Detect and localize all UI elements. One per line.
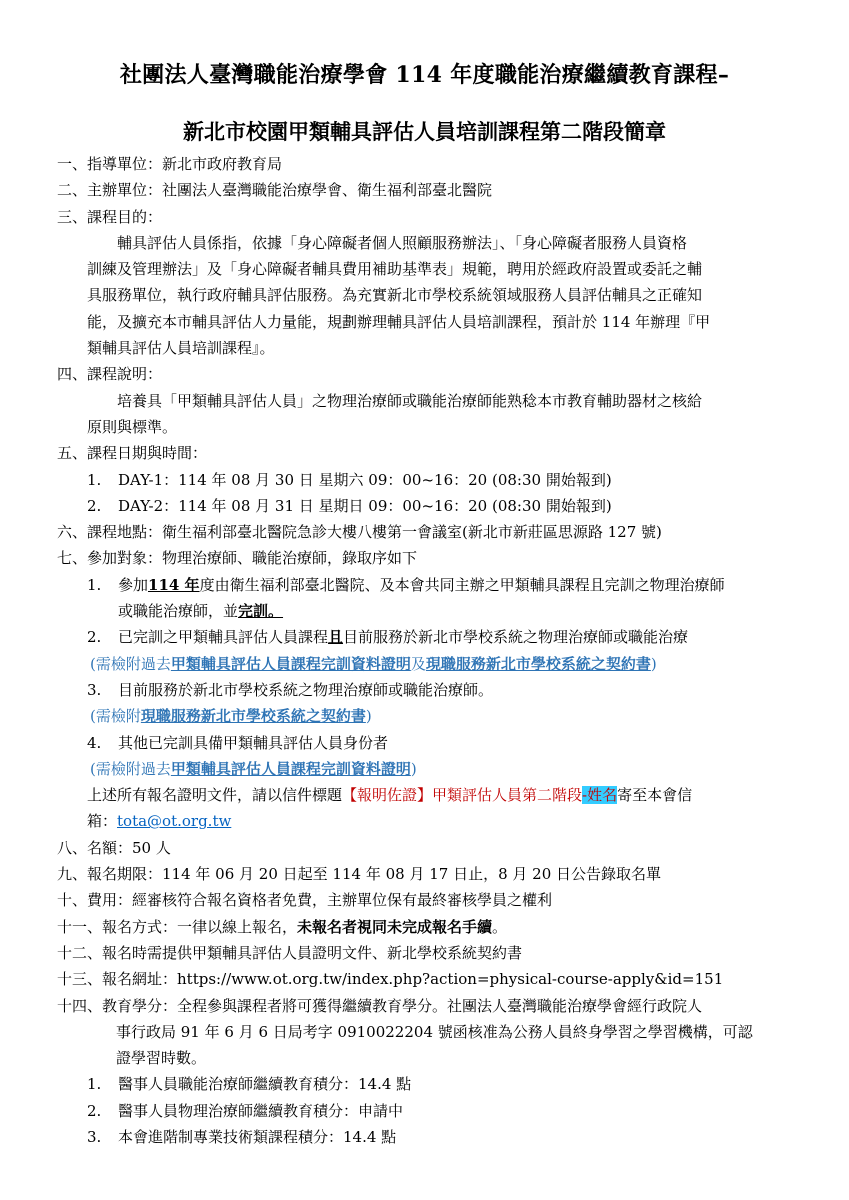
email-address-line	[57, 808, 797, 834]
item-year-emphasis: 114 年	[148, 575, 200, 594]
item-number: 1.	[87, 575, 102, 594]
section-label: 一、指導單位：	[57, 155, 163, 173]
participant-item-3	[57, 677, 797, 703]
item-number: 2.	[87, 1101, 102, 1120]
participant-item-3-note	[57, 703, 797, 729]
credit-item	[57, 1071, 797, 1097]
note-document-link: 甲類輔具評估人員課程完訓資料證明	[170, 759, 411, 778]
section-organizer	[57, 177, 797, 203]
note-text: (需檢附過去	[90, 759, 171, 778]
item-text: 醫事人員職能治療師繼續教育積分：14.4 點	[118, 1075, 412, 1094]
purpose-line: 類輔具評估人員培訓課程』。	[87, 339, 275, 358]
section-registration-period	[57, 861, 797, 887]
credit-item	[57, 1124, 797, 1150]
item-number: 4.	[87, 733, 102, 752]
item-emphasis: 完訓。	[238, 602, 284, 621]
item-number: 1.	[87, 1075, 102, 1094]
purpose-line: 訓練及管理辦法」及「身心障礙者輔具費用補助基準表」規範，聘用於經政府設置或委託之輔	[87, 260, 703, 279]
participant-item-1-cont	[57, 598, 797, 624]
section-text: 物理治療師、職能治療師，錄取序如下	[162, 549, 418, 568]
section-label: 十、費用：	[57, 891, 133, 910]
description-line: 原則與標準。	[87, 417, 178, 436]
description-line: 培養具「甲類輔具評估人員」之物理治療師或職能治療師能熟稔本市教育輔助器材之核給	[117, 391, 703, 410]
participant-item-1	[57, 572, 797, 598]
note-text: 及	[410, 654, 426, 673]
email-subject-format: 【報明佐證】甲類評估人員第二階段	[342, 786, 583, 805]
section-text: 114 年 06 月 20 日起至 114 年 08 月 17 日止，8 月 20 日公告錄取名單	[162, 865, 662, 884]
instruction-text: 箱：	[87, 812, 118, 831]
section-label: 九、報名期限：	[57, 865, 163, 884]
email-subject-name-highlight: -姓名	[582, 786, 618, 805]
section-description-label: 四、課程說明：	[57, 365, 163, 384]
section-text: 。	[492, 917, 508, 936]
email-link[interactable]: tota@ot.org.tw	[117, 812, 232, 831]
section-text: 全程參與課程者將可獲得繼續教育學分。社團法人臺灣職能治療學會經行政院人	[177, 996, 703, 1015]
item-number: 3.	[87, 1127, 102, 1146]
section-label: 二、主辦單位：	[57, 181, 163, 200]
item-text: DAY-1：114 年 08 月 30 日 星期六 09：00~16：20 (08:30 開始報到)	[118, 470, 612, 489]
item-text: 或職能治療師，並	[118, 602, 239, 621]
document-body	[57, 151, 797, 1150]
credits-line: 事行政局 91 年 6 月 6 日局考字 0910022204 號函核准為公務人員終身學習之學習機構，可認	[116, 1022, 753, 1041]
section-schedule-label: 五、課程日期與時間：	[57, 444, 208, 463]
note-document-link: 甲類輔具評估人員課程完訓資料證明	[170, 654, 411, 673]
section-registration-method	[57, 914, 797, 940]
section-text: 社團法人臺灣職能治療學會、衛生福利部臺北醫院	[162, 181, 493, 200]
document-subtitle: 新北市校園甲類輔具評估人員培訓課程第二階段簡章	[183, 119, 666, 144]
schedule-item	[57, 493, 797, 519]
participant-item-4	[57, 730, 797, 756]
note-text: (需檢附過去	[90, 654, 171, 673]
note-document-link: 現職服務新北市學校系統之契約書	[425, 654, 651, 673]
item-number: 3.	[87, 680, 102, 699]
section-label: 七、參加對象：	[57, 549, 163, 568]
participant-item-2	[57, 624, 797, 650]
instruction-text: 上述所有報名證明文件，請以信件標題	[87, 786, 343, 805]
section-text: 經審核符合報名資格者免費，主辦單位保有最終審核學員之權利	[132, 891, 553, 910]
item-text: 醫事人員物理治療師繼續教育積分：申請中	[118, 1101, 404, 1120]
item-text: 本會進階制專業技術類課程積分：14.4 點	[118, 1127, 397, 1146]
item-number: 2.	[87, 496, 102, 515]
section-required-documents	[57, 940, 797, 966]
section-text: 新北市政府教育局	[162, 155, 283, 173]
document-title: 社團法人臺灣職能治療學會 114 年度職能治療繼續教育課程–	[119, 62, 730, 88]
note-text: )	[365, 707, 372, 726]
section-text: 一律以線上報名，	[177, 917, 298, 936]
section-bold-text: 未報名者視同未完成報名手續	[297, 917, 493, 936]
section-fee	[57, 887, 797, 913]
credits-line: 證學習時數。	[116, 1049, 207, 1068]
email-instructions	[57, 782, 797, 808]
item-number: 1.	[87, 470, 102, 489]
note-document-link: 現職服務新北市學校系統之契約書	[140, 707, 366, 726]
item-text: 其他已完訓具備甲類輔具評估人員身份者	[118, 733, 389, 752]
note-text: )	[650, 654, 657, 673]
participant-item-2-note	[57, 651, 797, 677]
section-label: 十四、教育學分：	[57, 996, 178, 1015]
schedule-item	[57, 467, 797, 493]
section-label: 六、課程地點：	[57, 523, 163, 542]
section-credits	[57, 993, 797, 1019]
section-label: 十一、報名方式：	[57, 917, 178, 936]
section-registration-url	[57, 966, 797, 992]
section-label: 十二、報名時需提供	[57, 943, 193, 962]
section-quota	[57, 835, 797, 861]
item-text: 度由衛生福利部臺北醫院、及本會共同主辦之甲類輔具課程且完訓之物理治療師	[199, 575, 725, 594]
section-guidance-unit	[57, 151, 797, 177]
item-text: 參加	[118, 575, 149, 594]
purpose-line: 輔具評估人員係指，依據「身心障礙者個人照顧服務辦法」、「身心障礙者服務人員資格	[117, 233, 688, 252]
note-text: )	[410, 759, 417, 778]
instruction-text: 寄至本會信	[617, 786, 693, 805]
item-text: 目前服務於新北市學校系統之物理治療師或職能治療師。	[118, 680, 494, 699]
section-purpose-label: 三、課程目的：	[57, 207, 163, 226]
item-text: 目前服務於新北市學校系統之物理治療師或職能治療	[343, 628, 689, 647]
section-label: 十三、報名網址：	[57, 970, 178, 989]
item-text: 已完訓之甲類輔具評估人員課程	[118, 628, 329, 647]
item-emphasis: 且	[328, 628, 344, 647]
note-text: (需檢附	[90, 707, 141, 726]
registration-url[interactable]: https://www.ot.org.tw/index.php?action=physical-course-apply&id=151	[177, 970, 724, 989]
participant-item-4-note	[57, 756, 797, 782]
section-text: 50 人	[132, 838, 171, 857]
section-participants	[57, 545, 797, 571]
item-text: DAY-2：114 年 08 月 31 日 星期日 09：00~16：20 (08:30 開始報到)	[118, 496, 612, 515]
section-text: 甲類輔具評估人員證明文件、新北學校系統契約書	[192, 943, 523, 962]
credit-item	[57, 1098, 797, 1124]
purpose-line: 能，及擴充本市輔具評估人力量能，規劃辦理輔具評估人員培訓課程，預計於 114 年辦理『甲	[87, 312, 711, 331]
section-label: 八、名額：	[57, 838, 133, 857]
section-location	[57, 519, 797, 545]
purpose-line: 具服務單位，執行政府輔具評估服務。為充實新北市學校系統領域服務人員評估輔具之正確知	[87, 286, 703, 305]
item-number: 2.	[87, 628, 102, 647]
section-text: 衛生福利部臺北醫院急診大樓八樓第一會議室(新北市新莊區思源路 127 號)	[162, 523, 662, 542]
